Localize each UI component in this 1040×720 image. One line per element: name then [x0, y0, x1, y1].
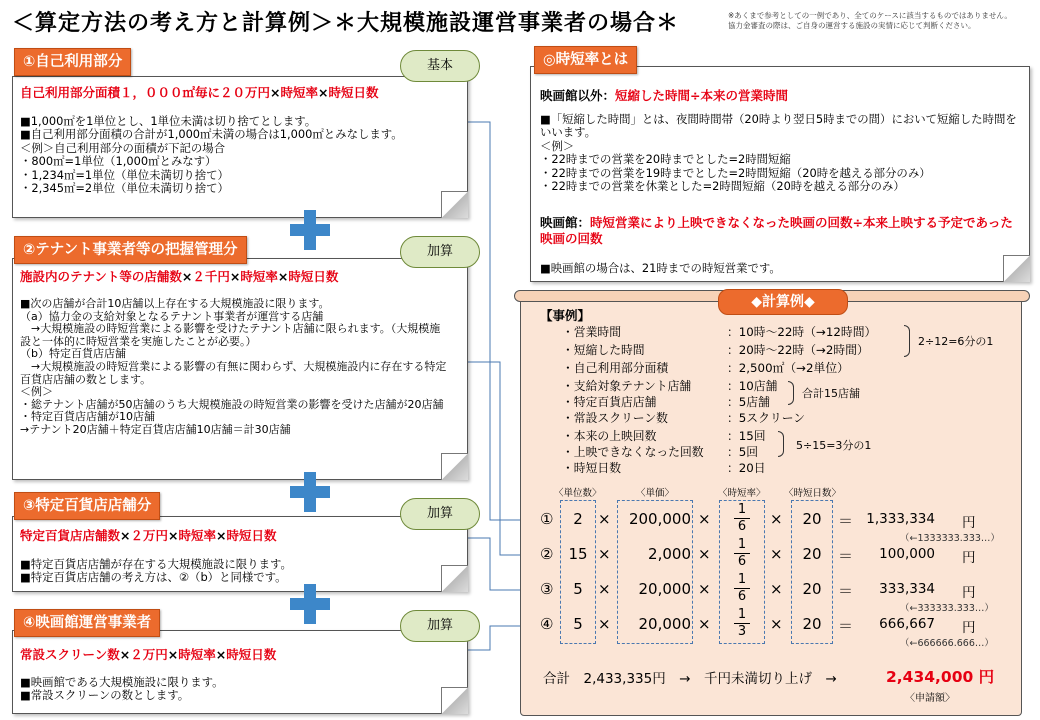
times-sign: × — [598, 545, 611, 563]
formula-term: 時短日数 — [328, 85, 379, 100]
yen-unit: 円 — [962, 620, 976, 636]
formula-term: 特定百貨店店舗数 — [20, 528, 121, 543]
fraction-numerator: 1 — [737, 572, 747, 587]
times-sign: × — [698, 545, 711, 563]
application-amount-label: 〈申請額〉 — [905, 693, 955, 704]
case-item-label: ・特定百貨店店舗 — [562, 395, 657, 409]
formula-term: 常設スクリーン数 — [20, 647, 120, 662]
formula-term: 時短率 — [240, 269, 278, 284]
brace-note: 5÷15=3分の1 — [796, 439, 872, 452]
case-item-label: ・短縮した時間 — [562, 343, 645, 357]
times-sign: × — [598, 580, 611, 598]
formula-operator: 映画館以外： — [540, 88, 616, 103]
formula-term: 時短日数 — [288, 269, 339, 284]
days-count: 20 — [802, 545, 822, 563]
unit-price: 20,000 — [638, 580, 691, 598]
fraction-numerator: 1 — [737, 537, 747, 552]
section-header: ②テナント事業者等の把握管理分 — [14, 236, 247, 264]
formula-term: ２千円 — [192, 269, 230, 284]
category-pill: 加算 — [400, 498, 480, 530]
brace — [778, 431, 784, 457]
result-value: 1,333,334 — [866, 511, 935, 527]
case-item-label: ・自己利用部分面積 — [562, 361, 669, 375]
case-item-label: ・本来の上映回数 — [562, 429, 657, 443]
plus-icon — [290, 472, 330, 512]
formula-operator: × — [215, 647, 227, 662]
formula-term: 施設内のテナント等の店舗数 — [20, 269, 182, 284]
formula-term: 短縮した時間÷本来の営業時間 — [615, 88, 788, 103]
row-number: ① — [540, 510, 554, 528]
times-sign: × — [698, 615, 711, 633]
jitan-body: ■「短縮した時間」とは、夜間時間帯（20時より翌日5時までの間）において短縮した時間をいいます。 ＜例＞ ・22時までの営業を20時までとした=2時間短縮 ・22時までの営業を19時までとした=2時間短縮（20時を越える部分のみ） ・22時までの営業を休業とした=2時間短縮（20時を越える部分のみ） — [540, 112, 1017, 194]
brace-note: 2÷12=6分の1 — [918, 335, 994, 348]
section-header: ④映画館運営事業者 — [14, 609, 160, 637]
disclaimer-line: ※あくまで参考としての一例であり、全てのケースに該当するものではありません。 — [728, 11, 1012, 20]
times-sign: × — [770, 510, 783, 528]
case-item-value: ：2,500㎡（→2単位） — [727, 361, 849, 375]
row-number: ④ — [540, 615, 554, 633]
rate-fraction — [734, 608, 750, 639]
row-number: ② — [540, 545, 554, 563]
rate-fraction — [734, 503, 750, 534]
case-item-value: ：10時～22時（→12時間） — [727, 325, 877, 339]
exact-value: （←1333333.333…） — [900, 533, 1000, 544]
formula-term: 時短率 — [178, 528, 217, 543]
fraction-numerator: 1 — [737, 502, 747, 517]
equals-sign: ＝ — [838, 582, 854, 600]
rate-fraction — [734, 538, 750, 569]
formula-label: 映画館： — [540, 215, 591, 230]
formula-operator: × — [181, 269, 193, 284]
case-item-value: ：5回 — [727, 445, 759, 459]
unit-count: 2 — [573, 510, 583, 528]
result-value: 100,000 — [879, 546, 935, 562]
equals-sign: ＝ — [838, 512, 854, 530]
formula-text: 時短営業により上映できなくなった映画の回数÷本来上映する予定であった映画の回数 — [540, 215, 1013, 246]
jitan-header: ◎時短率とは — [534, 46, 637, 74]
section-body: ■次の店舗が合計10店舗以上存在する大規模施設に限ります。 （a）協力金の支給対象となるテナント事業者が運営する店舗 →大規模施設の時短営業による影響を受けたテナント店舗に限られます。（大規模施設と一体的に時短営業を実施したことが必要。） （b）特定百貨店店舗 →大規模施設の時短営業による影響の有無に関わらず、大規模施設内に存在する特定百貨店店舗の数とします。 ＜例＞ ・総テナント店舗が50店舗のうち大規模施設の時短営業の影響を受けた店舗が20店舗 ・特定百貨店店舗が10店舗 →テナント20店舗＋特定百貨店店舗10店舗＝計30店舗 — [20, 297, 447, 436]
case-item-value: ：10店舗 — [727, 379, 778, 393]
case-item-label: ・時短日数 — [562, 461, 621, 475]
rate-fraction — [734, 573, 750, 604]
equals-sign: ＝ — [838, 547, 854, 565]
equals-sign: ＝ — [838, 617, 854, 635]
formula-term: 時短率 — [178, 647, 216, 662]
section-body: ■特定百貨店店舗が存在する大規模施設に限ります。 ■特定百貨店店舗の考え方は、②（b）と同様です。 — [20, 557, 292, 585]
category-pill: 基本 — [400, 50, 480, 82]
unit-price: 20,000 — [638, 615, 691, 633]
formula-operator: × — [120, 528, 131, 543]
formula-term: 時短日数 — [226, 528, 277, 543]
column-head: 〈単位数〉 — [554, 488, 602, 499]
formula-operator: × — [277, 269, 289, 284]
fraction-denominator: 6 — [737, 589, 747, 604]
times-sign: × — [598, 615, 611, 633]
page-title: ＜算定方法の考え方と計算例＞＊大規模施設運営事業者の場合＊ — [12, 11, 680, 36]
case-item-value: ：5店舗 — [727, 395, 770, 409]
exact-value: （←666666.666…） — [900, 638, 994, 649]
case-item-value: ：20時～22時（→2時間） — [727, 343, 869, 357]
unit-count: 5 — [573, 615, 583, 633]
yen-unit: 円 — [962, 585, 976, 601]
section-header: ①自己利用部分 — [14, 48, 131, 76]
days-count: 20 — [802, 615, 822, 633]
total-final: 2,434,000 円 — [886, 668, 995, 686]
formula-term: ２万円 — [130, 528, 169, 543]
case-item-label: ・上映できなくなった回数 — [562, 445, 704, 459]
category-pill: 加算 — [400, 610, 480, 642]
formula-term: 自己利用部分面積１，０００㎡毎に２０万円 — [20, 85, 271, 100]
case-item-value: ：15回 — [727, 429, 766, 443]
formula — [20, 526, 277, 544]
days-count: 20 — [802, 580, 822, 598]
brace-note: 合計15店舗 — [802, 387, 860, 400]
column-head: 〈時短率〉 — [718, 488, 766, 499]
fraction-numerator: 1 — [737, 607, 747, 622]
formula-cinema — [540, 215, 1022, 247]
formula-non-cinema — [540, 86, 788, 104]
days-count: 20 — [802, 510, 822, 528]
formula-operator: × — [167, 647, 179, 662]
formula — [20, 645, 276, 663]
times-sign: × — [770, 545, 783, 563]
yen-unit: 円 — [962, 515, 976, 531]
unit-price: 2,000 — [648, 545, 691, 563]
plus-icon — [290, 584, 330, 624]
section-body: ■映画館である大規模施設に限ります。 ■常設スクリーンの数とします。 — [20, 675, 224, 703]
disclaimer-line: 協力金審査の際は、ご自身の運営する施設の実情に応じて判断ください。 — [728, 21, 976, 30]
result-value: 333,334 — [879, 581, 935, 597]
times-sign: × — [698, 510, 711, 528]
formula — [20, 83, 379, 101]
column-head: 〈単価〉 — [636, 488, 675, 499]
formula-term: 時短日数 — [226, 647, 277, 662]
formula-operator: × — [318, 85, 329, 100]
yen-unit: 円 — [962, 550, 976, 566]
case-item-value: ：20日 — [727, 461, 766, 475]
formula-operator: × — [229, 269, 241, 284]
fraction-denominator: 6 — [737, 519, 747, 534]
unit-price: 200,000 — [628, 510, 691, 528]
brace — [788, 381, 794, 405]
times-sign: × — [598, 510, 611, 528]
formula-term: 時短率 — [280, 85, 319, 100]
case-item-label: ・常設スクリーン数 — [562, 411, 668, 425]
formula-operator: × — [216, 528, 227, 543]
times-sign: × — [698, 580, 711, 598]
total-line: 合計 2,433,335円 → 千円未満切り上げ → — [543, 671, 837, 687]
plus-icon — [290, 210, 330, 250]
case-title: 【事例】 — [540, 308, 591, 323]
calc-header: ◆計算例◆ — [718, 289, 848, 315]
formula-term: ２万円 — [130, 647, 168, 662]
section-body: ■1,000㎡を1単位とし、1単位未満は切り捨てとします。 ■自己利用部分面積の合計が1,000㎡未満の場合は1,000㎡とみなします。 ＜例＞自己利用部分の面積が下記の場合 ・800㎡=1単位（1,000㎡とみなす） ・1,234㎡=1単位（単位未満切り捨て） ・2,345㎡=2単位（単位未満切り捨て） — [20, 114, 403, 196]
exact-value: （←333333.333…） — [900, 603, 994, 614]
row-number: ③ — [540, 580, 554, 598]
formula — [20, 267, 338, 285]
column-head: 〈時短日数〉 — [784, 488, 842, 499]
brace — [904, 325, 910, 357]
jitan-note: ■映画館の場合は、21時までの時短営業です。 — [540, 261, 781, 275]
formula-operator: × — [168, 528, 179, 543]
formula-operator: × — [119, 647, 131, 662]
unit-count: 15 — [568, 545, 588, 563]
fraction-denominator: 3 — [737, 624, 747, 639]
section-header: ③特定百貨店店舗分 — [14, 492, 160, 520]
category-pill: 加算 — [400, 236, 480, 268]
times-sign: × — [770, 580, 783, 598]
unit-count: 5 — [573, 580, 583, 598]
case-item-value: ：5スクリーン — [727, 411, 806, 425]
case-item-label: ・支給対象テナント店舗 — [562, 379, 692, 393]
fraction-denominator: 6 — [737, 554, 747, 569]
formula-operator: × — [270, 85, 281, 100]
page-curl — [441, 453, 468, 480]
result-value: 666,667 — [879, 616, 935, 632]
case-item-label: ・営業時間 — [562, 325, 621, 339]
times-sign: × — [770, 615, 783, 633]
